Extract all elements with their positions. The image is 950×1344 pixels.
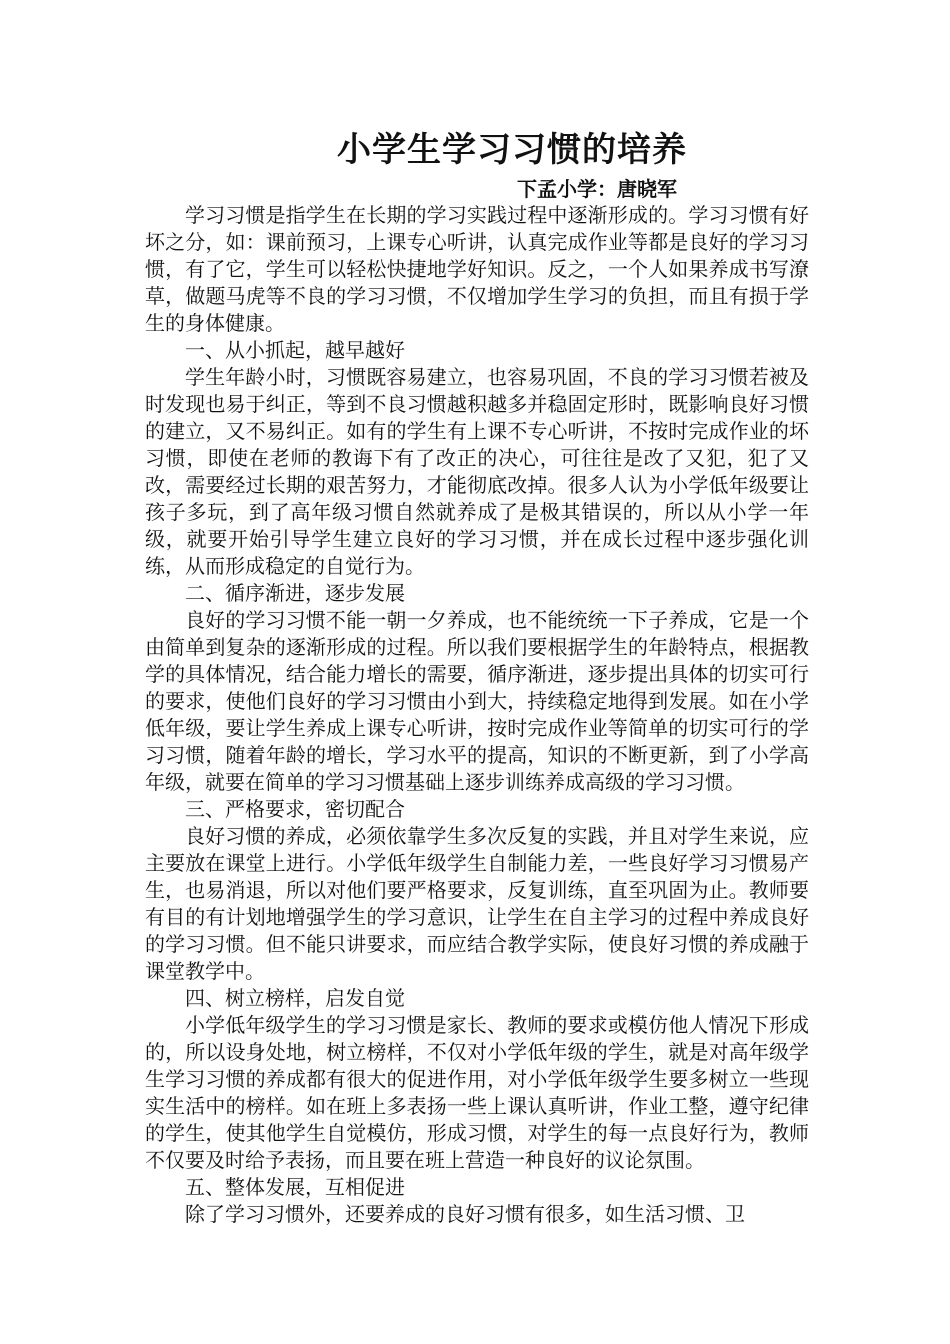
section-paragraph: 良好的学习习惯不能一朝一夕养成，也不能统统一下子养成，它是一个由简单到复杂的逐渐形成的过程。所以我们要根据学生的年龄特点，根据教学的具体情况，结合能力增长的需要，循序渐进，逐步提出具体的切实可行的要求，使他们良好的学习习惯由小到大，持续稳定地得到发展。如在小学低年级，要让学生养成上课专心听讲，按时完成作业等简单的切实可行的学习习惯，随着年龄的增长，学习水平的提高，知识的不断更新，到了小学高年级，就要在简单的学习习惯基础上逐步训练养成高级的学习习惯。 — [145, 608, 809, 794]
section-heading: 五、整体发展，互相促进 — [185, 1175, 405, 1199]
section-paragraph: 良好习惯的养成，必须依靠学生多次反复的实践，并且对学生来说，应主要放在课堂上进行。小学低年级学生自制能力差，一些良好学习习惯易产生，也易消退，所以对他们要严格要求，反复训练，直至巩固为止。教师要有目的有计划地增强学生的学习意识，让学生在自主学习的过程中养成良好的学习习惯。但不能只讲要求，而应结合教学实际，使良好习惯的养成融于课堂教学中。 — [145, 824, 809, 983]
section-paragraph: 学生年龄小时，习惯既容易建立，也容易巩固，不良的学习习惯若被及时发现也易于纠正，等到不良习惯越积越多并稳固定形时，既影响良好习惯的建立，又不易纠正。如有的学生有上课不专心听讲，不按时完成作业的坏习惯，即使在老师的教诲下有了改正的决心，可往往是改了又犯，犯了又改，需要经过长期的艰苦努力，才能彻底改掉。很多人认为小学低年级要让孩子多玩，到了高年级习惯自然就养成了是极其错误的，所以从小学一年级，就要开始引导学生建立良好的学习习惯，并在成长过程中逐步强化训练，从而形成稳定的自觉行为。 — [145, 365, 809, 578]
document-body — [145, 202, 809, 1228]
intro-paragraph: 学习习惯是指学生在长期的学习实践过程中逐渐形成的。学习习惯有好坏之分，如：课前预习，上课专心听讲，认真完成作业等都是良好的学习习惯，有了它，学生可以轻松快捷地学好知识。反之，一个人如果养成书写潦草，做题马虎等不良的学习习惯，不仅增加学生学习的负担，而且有损于学生的身体健康。 — [145, 203, 809, 335]
document-title: 小学生学习习惯的培养 — [337, 130, 687, 170]
section-heading: 一、从小抓起，越早越好 — [185, 338, 405, 362]
document-author: 下孟小学：唐晓军 — [517, 177, 677, 201]
section-heading: 三、严格要求，密切配合 — [185, 797, 405, 821]
document-page — [145, 128, 809, 1228]
section-paragraph: 除了学习习惯外，还要养成的良好习惯有很多，如生活习惯、卫 — [185, 1202, 745, 1226]
section-heading: 二、循序渐进，逐步发展 — [185, 581, 405, 605]
section-paragraph: 小学低年级学生的学习习惯是家长、教师的要求或模仿他人情况下形成的，所以设身处地，树立榜样，不仅对小学低年级的学生，就是对高年级学生学习习惯的养成都有很大的促进作用，对小学低年级学生要多树立一些现实生活中的榜样。如在班上多表扬一些上课认真听讲，作业工整，遵守纪律的学生，使其他学生自觉模仿，形成习惯，对学生的每一点良好行为，教师不仅要及时给予表扬，而且要在班上营造一种良好的议论氛围。 — [145, 1013, 809, 1172]
section-heading: 四、树立榜样，启发自觉 — [185, 986, 405, 1010]
